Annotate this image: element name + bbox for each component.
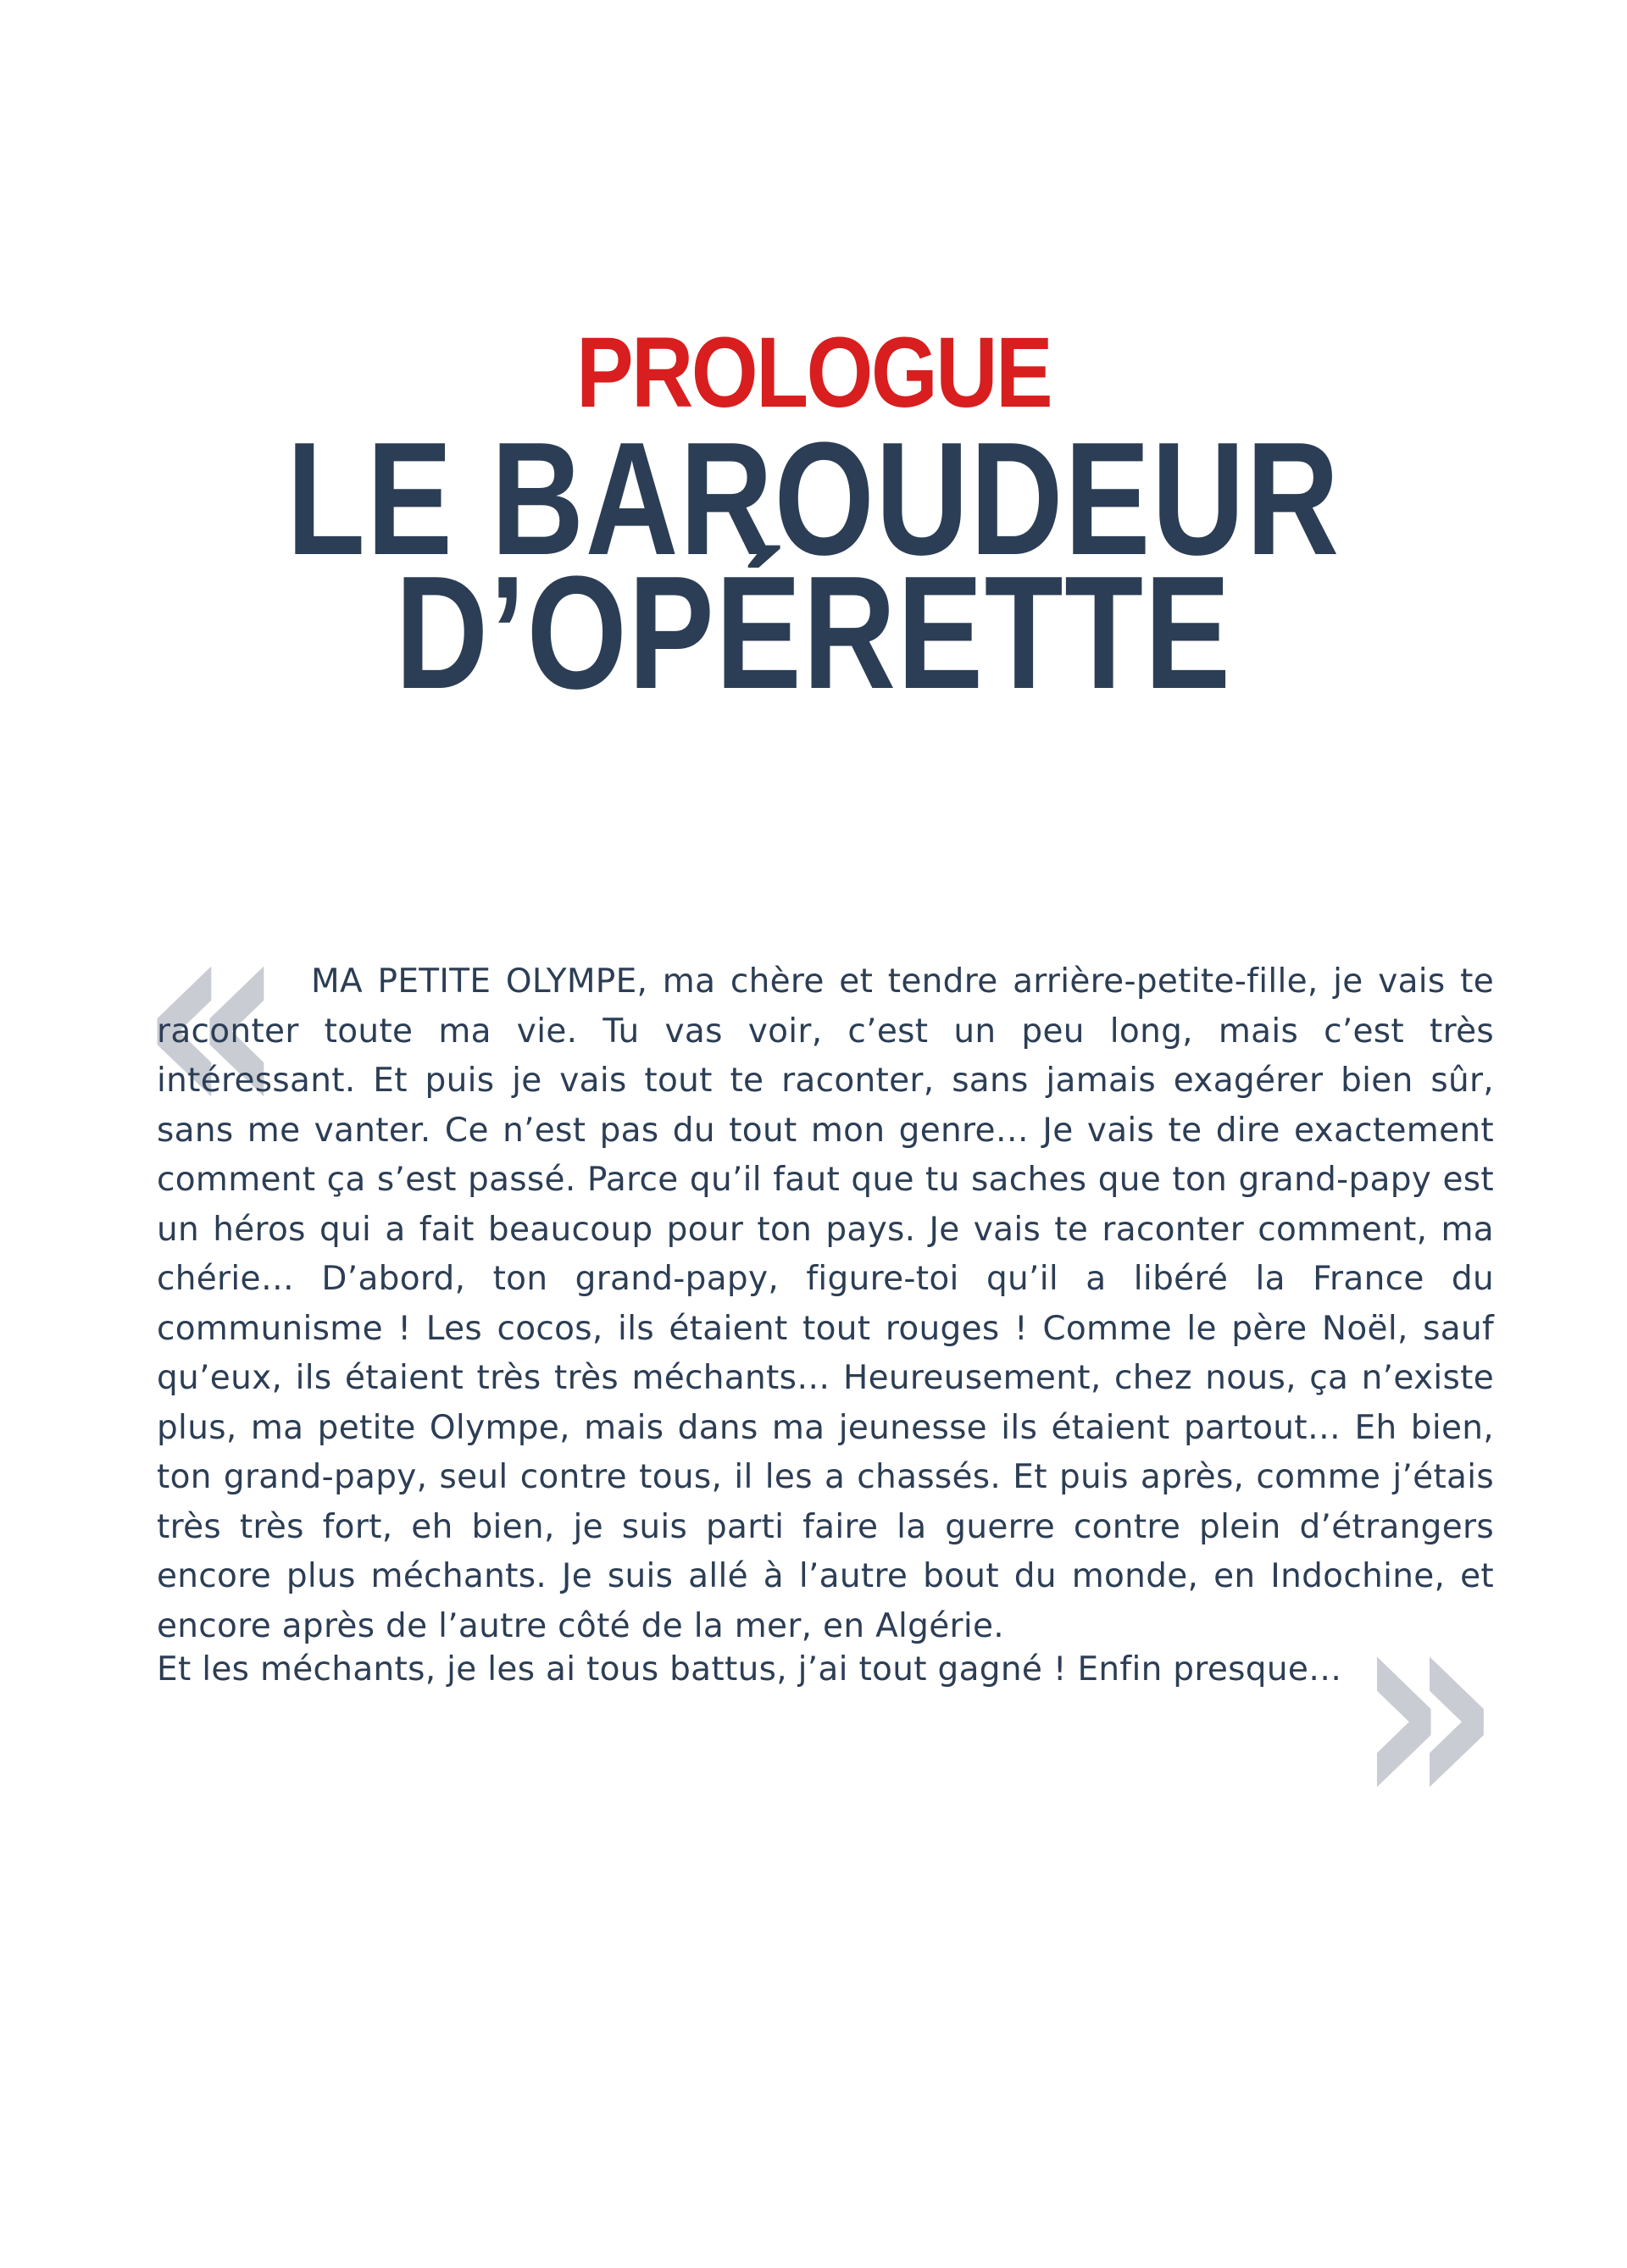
chapter-heading — [0, 317, 1627, 723]
open-quote-icon: « — [140, 849, 286, 1184]
chapter-title-line-1: LE BAROUDEUR — [286, 409, 1341, 589]
close-quote-icon: » — [1356, 1539, 1502, 1875]
quote-paragraph: MA PETITE OLYMPE, ma chère et tendre arrière-petite-fille, je vais te raconter toute ma vie. Tu vas voir, c’est un peu long, mais c’est très intéressant. Et puis je vais tout te raconter, sans jamais exagérer bien sûr, sans me vanter. Ce n’est pas du tout mon genre… Je vais te dire exactement comment ça s’est passé. Parce qu’il faut que tu saches que ton grand-papy est un héros qui a fait beaucoup pour ton pays. Je vais te raconter comment, ma chérie… D’abord, ton grand-papy, figure-toi qu’il a libéré la France du communisme ! Les cocos, ils étaient tout rouges ! Comme le père Noël, sauf qu’eux, ils étaient très très méchants… Heureusement, chez nous, ça n’existe plus, ma petite Olympe, mais dans ma jeunesse ils étaient partout… Eh bien, ton grand-papy, seul contre tous, il les a chassés. Et puis après, comme j’étais très très fort, eh bien, je suis parti faire la guerre contre plein d’étrangers encore plus méchants. Je suis allé à l’autre bout du monde, en Indochine, et encore après de l’autre côté de la mer, en Algérie. — [157, 962, 1494, 1645]
quote-last-line: Et les méchants, je les ai tous battus, j’ai tout gagné ! Enfin presque… — [157, 1650, 1342, 1689]
chapter-title-line-2: D’OPÉRETTE — [395, 543, 1232, 723]
chapter-kicker: PROLOGUE — [575, 317, 1052, 429]
chapter-title — [163, 409, 1464, 723]
